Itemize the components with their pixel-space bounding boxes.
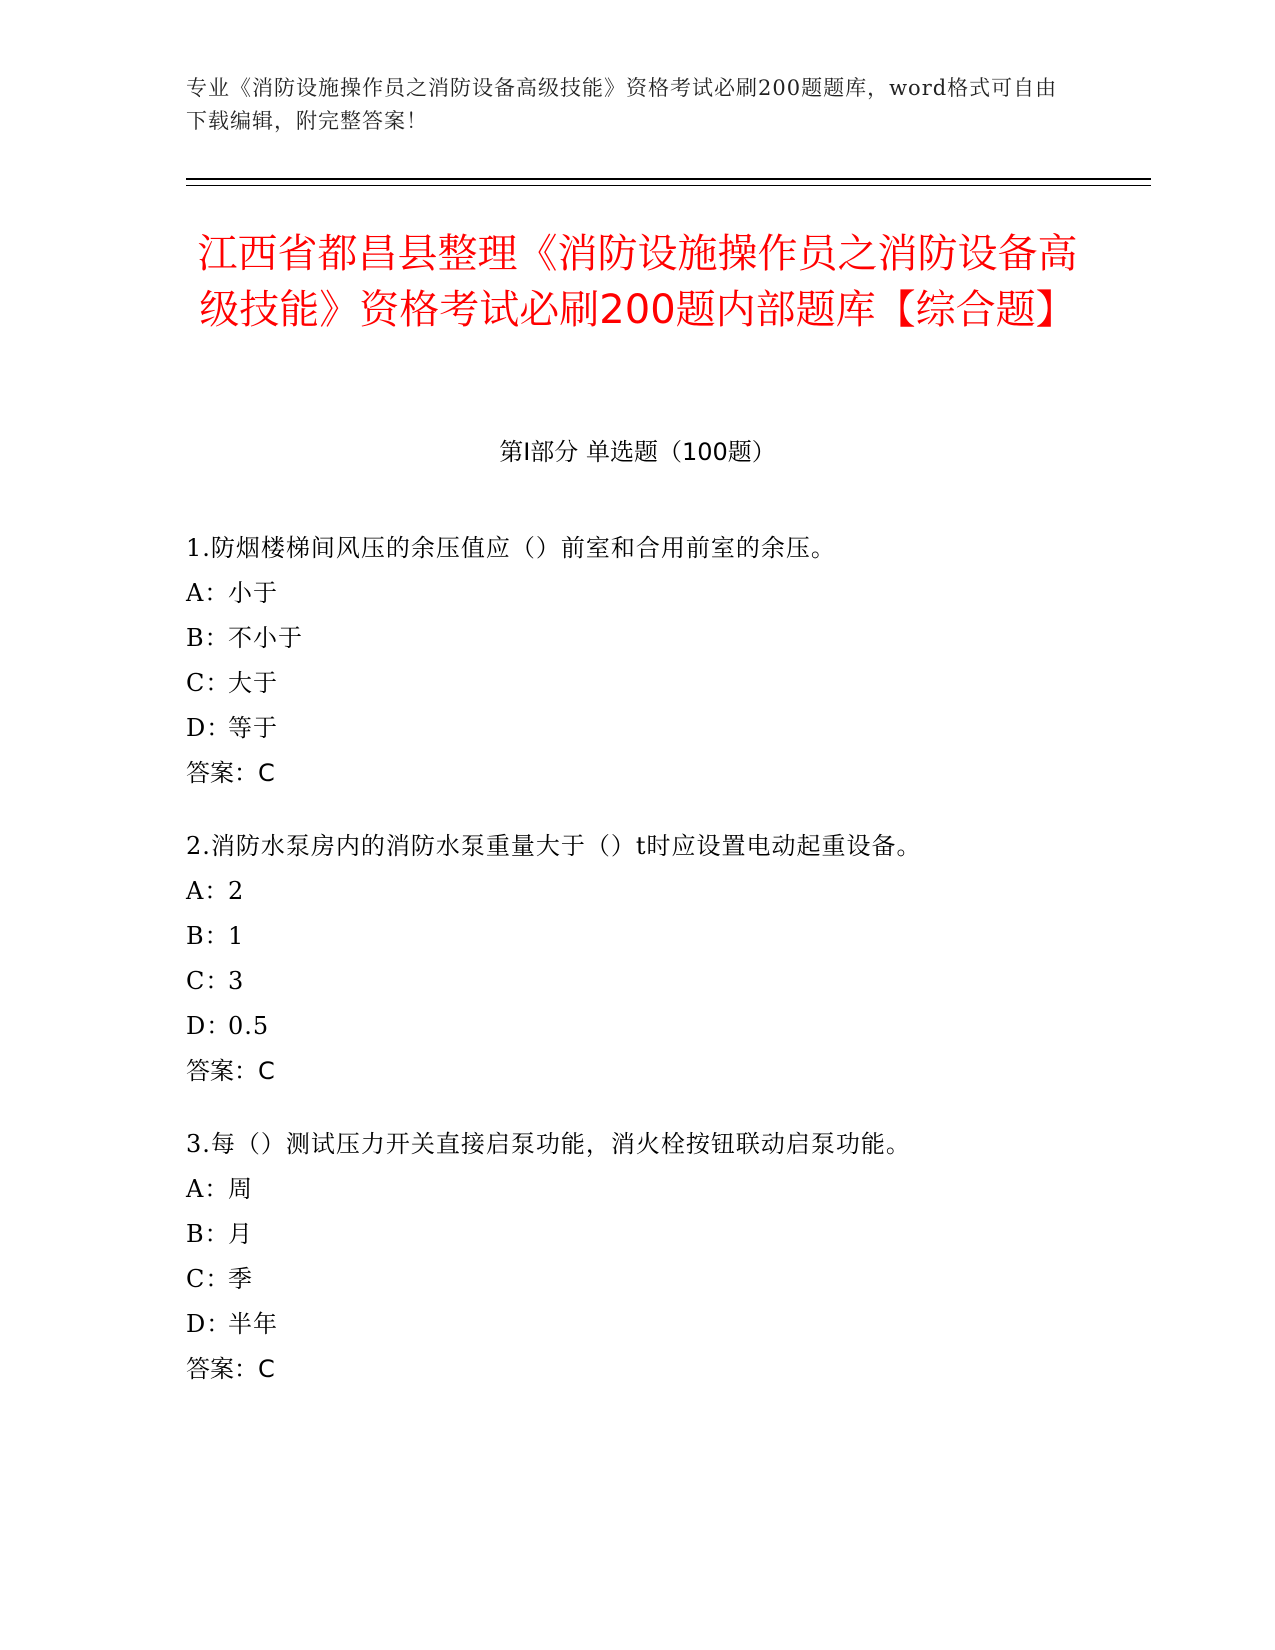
option-key: D： [186,714,232,742]
option-c [186,959,1146,1004]
option-key: A： [186,877,230,905]
header-note: 专业《消防设施操作员之消防设备高级技能》资格考试必刷200题题库，word格式可自由下载编辑，附完整答案！ [186,76,1058,133]
option-a [186,571,1146,616]
question-2 [186,824,1146,1094]
option-text: 2 [228,877,245,905]
option-b [186,1212,1146,1257]
option-text: 周 [228,1175,253,1203]
option-text: 大于 [228,669,278,697]
option-c [186,661,1146,706]
option-b [186,616,1146,661]
option-text: 不小于 [228,624,303,652]
option-key: B： [186,624,230,652]
question-stem: 3.每（）测试压力开关直接启泵功能，消火栓按钮联动启泵功能。 [186,1130,911,1158]
option-text: 3 [228,967,245,995]
option-key: C： [186,1265,231,1293]
answer-line: 答案：C [186,1057,275,1085]
question-1 [186,526,1146,796]
answer-line: 答案：C [186,759,275,787]
option-c [186,1257,1146,1302]
option-key: D： [186,1012,232,1040]
option-b [186,914,1146,959]
answer-line: 答案：C [186,1355,275,1383]
option-d [186,706,1146,751]
option-key: B： [186,922,230,950]
header-divider-thick [186,178,1151,180]
option-key: B： [186,1220,230,1248]
option-key: D： [186,1310,232,1338]
option-key: A： [186,1175,230,1203]
option-text: 小于 [228,579,278,607]
option-text: 半年 [228,1310,278,1338]
header-divider-thin [186,185,1151,186]
document-title: 江西省都昌县整理《消防设施操作员之消防设备高级技能》资格考试必刷200题内部题库【综合题】 [197,231,1078,333]
option-key: A： [186,579,230,607]
question-stem: 2.消防水泵房内的消防水泵重量大于（）t时应设置电动起重设备。 [186,832,922,860]
option-text: 1 [228,922,245,950]
section-title: 第Ⅰ部分 单选题（100题） [499,438,776,466]
question-stem: 1.防烟楼梯间风压的余压值应（）前室和合用前室的余压。 [186,534,836,562]
option-a [186,1167,1146,1212]
question-list [186,526,1146,1420]
option-key: C： [186,669,231,697]
option-text: 季 [228,1265,253,1293]
question-3 [186,1122,1146,1392]
option-text: 月 [228,1220,253,1248]
option-d [186,1302,1146,1347]
option-a [186,869,1146,914]
option-text: 0.5 [228,1012,270,1040]
option-d [186,1004,1146,1049]
option-key: C： [186,967,231,995]
option-text: 等于 [228,714,278,742]
